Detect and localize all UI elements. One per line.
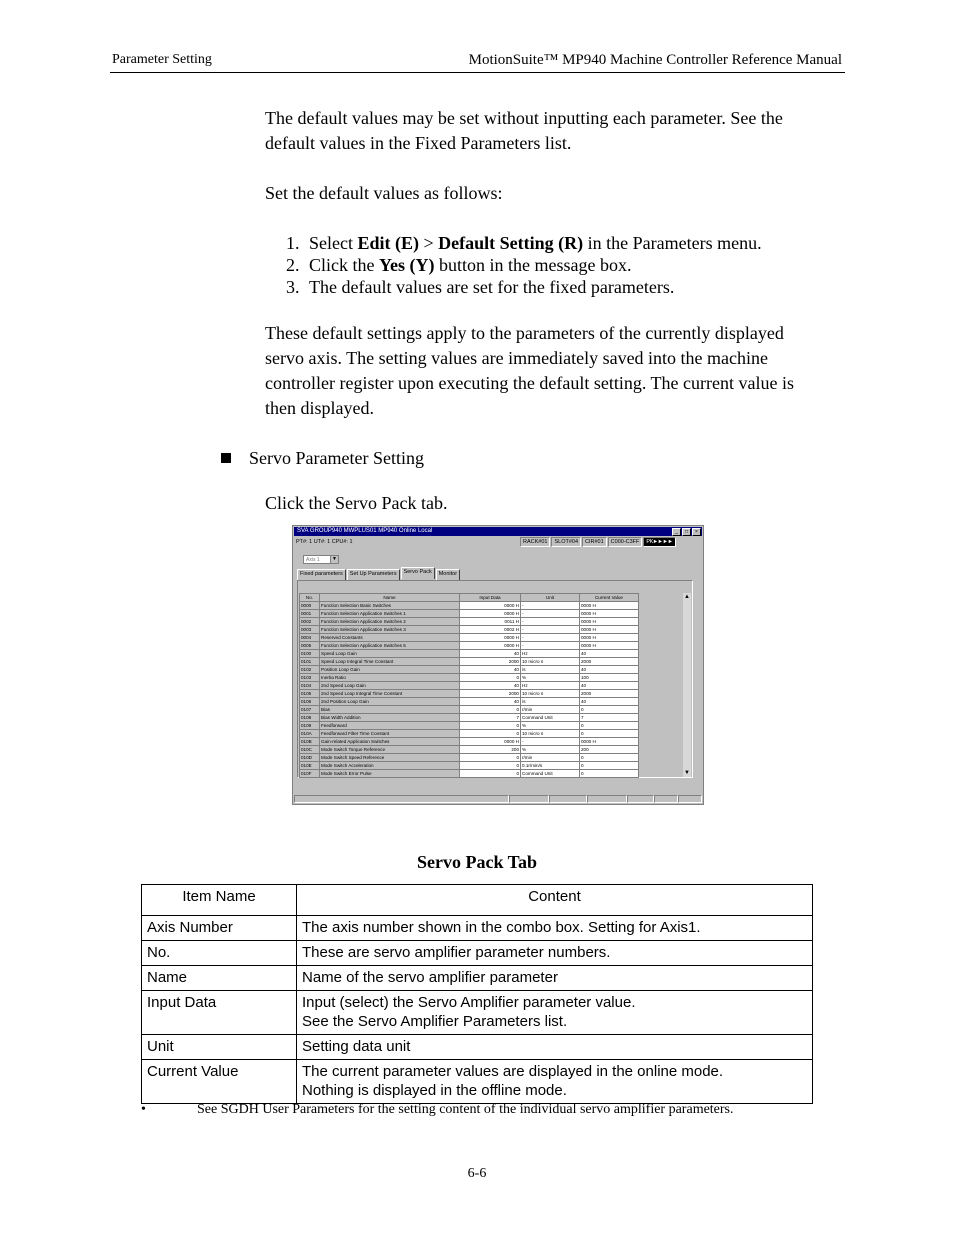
- table-row: [142, 991, 813, 1035]
- param-current-value: 0: [580, 754, 639, 762]
- square-bullet-icon: [221, 453, 231, 463]
- table-row: [142, 916, 813, 941]
- click-instruction: Click the Servo Pack tab.: [265, 493, 448, 513]
- status-pane: [678, 795, 702, 803]
- param-unit: Command Unit: [521, 770, 580, 778]
- table-row[interactable]: [300, 714, 639, 722]
- step-text: The default values are set for the fixed parameters.: [309, 277, 675, 297]
- param-unit: -: [521, 738, 580, 746]
- status-pane: [627, 795, 655, 803]
- param-number: 010A: [300, 730, 320, 738]
- param-current-value: 40: [580, 666, 639, 674]
- param-name: Function Selection Application Switches 3: [320, 626, 460, 634]
- param-number: 0002: [300, 618, 320, 626]
- vertical-scrollbar[interactable]: [683, 593, 691, 777]
- servo-pack-screenshot: [292, 525, 704, 805]
- param-name: Feedforward: [320, 722, 460, 730]
- status-pane: [294, 795, 509, 803]
- intro-paragraph: The default values may be set without inputting each parameter. See the default values in the Fixed Parameters list.: [265, 108, 783, 153]
- table-row: [142, 1035, 813, 1060]
- param-number: 0104: [300, 682, 320, 690]
- table-row[interactable]: [300, 650, 639, 658]
- param-number: 0105: [300, 690, 320, 698]
- param-current-value: 40: [580, 650, 639, 658]
- page-number: 6-6: [467, 1166, 487, 1181]
- param-input-data[interactable]: 0000 H: [460, 602, 521, 610]
- step-text: button in the message box.: [434, 255, 632, 275]
- item-name: Name: [142, 966, 297, 991]
- item-content-line: The current parameter values are displayed in the online mode.: [302, 1063, 724, 1080]
- param-current-value: 2000: [580, 658, 639, 666]
- param-input-data[interactable]: 0: [460, 674, 521, 682]
- param-unit: Command Unit: [521, 714, 580, 722]
- param-unit: 0.1r/min/s: [521, 762, 580, 770]
- status-slot: SLOT#04: [551, 537, 581, 547]
- param-current-value: 0000 H: [580, 602, 639, 610]
- figure-caption: Servo Pack Tab: [416, 852, 538, 872]
- param-current-value: 0: [580, 730, 639, 738]
- footnote-text: See SGDH User Parameters for the setting content of the individual servo amplifier parameters.: [197, 1102, 734, 1117]
- axis-combo-box[interactable]: [303, 555, 339, 564]
- tab-set-up-parameters[interactable]: Set Up Parameters: [347, 569, 400, 581]
- param-name: Speed Loop Integral Time Constant: [320, 658, 460, 666]
- param-number: 0106: [300, 698, 320, 706]
- param-current-value: 0: [580, 762, 639, 770]
- param-input-data[interactable]: 40: [460, 650, 521, 658]
- param-input-data[interactable]: 0000 H: [460, 610, 521, 618]
- param-input-data[interactable]: 0: [460, 706, 521, 714]
- param-input-data[interactable]: 40: [460, 698, 521, 706]
- col-no: No.: [300, 594, 320, 602]
- grid-header-row: [300, 594, 639, 602]
- maximize-icon[interactable]: □: [682, 528, 691, 536]
- window-title: SVA GROUP940 MWPLUS01 MP940 Online Local: [294, 527, 702, 536]
- scroll-down-icon[interactable]: ▼: [684, 770, 690, 776]
- scroll-up-icon[interactable]: ▲: [684, 594, 690, 600]
- step-item: [286, 276, 826, 298]
- bullet-heading: [221, 446, 424, 471]
- param-current-value: 0000 H: [580, 634, 639, 642]
- item-content: These are servo amplifier parameter numbers.: [297, 941, 813, 966]
- table-row[interactable]: [300, 674, 639, 682]
- table-row[interactable]: [300, 706, 639, 714]
- param-unit: r/min: [521, 706, 580, 714]
- item-name: Input Data: [142, 991, 297, 1035]
- param-number: 010E: [300, 762, 320, 770]
- table-row[interactable]: [300, 690, 639, 698]
- status-rack: RACK#01: [520, 537, 550, 547]
- param-input-data[interactable]: 2000: [460, 690, 521, 698]
- param-current-value: 0000 H: [580, 618, 639, 626]
- col-content: Content: [297, 885, 813, 916]
- param-input-data[interactable]: 0: [460, 722, 521, 730]
- param-unit: /s: [521, 666, 580, 674]
- param-name: 2nd Speed Loop Integral Time Constant: [320, 690, 460, 698]
- status-range: C000-C3FF: [608, 537, 643, 547]
- param-unit: -: [521, 634, 580, 642]
- param-name: Feedforward Filter Time Constant: [320, 730, 460, 738]
- param-unit: %: [521, 674, 580, 682]
- item-content-line: Input (select) the Servo Amplifier parameter value.: [302, 994, 636, 1011]
- param-name: Mode Switch Error Pulse: [320, 770, 460, 778]
- table-row[interactable]: [300, 658, 639, 666]
- step-number: 1.: [286, 233, 300, 253]
- apply-paragraph: These default settings apply to the parameters of the currently displayed servo axis. The setting values are immediately saved into the machine controller register upon executing the default setting. The current value is then displayed.: [265, 323, 794, 418]
- table-row[interactable]: [300, 642, 639, 650]
- param-input-data[interactable]: 0000 H: [460, 634, 521, 642]
- yes-button-label: Yes (Y): [379, 255, 435, 275]
- param-current-value: 100: [580, 674, 639, 682]
- set-defaults-lead: Set the default values as follows:: [265, 183, 503, 203]
- header-rule: [110, 72, 845, 73]
- param-unit: %: [521, 722, 580, 730]
- param-number: 010F: [300, 770, 320, 778]
- param-current-value: 0000 H: [580, 738, 639, 746]
- item-name: Axis Number: [142, 916, 297, 941]
- param-unit: 10 micro s: [521, 690, 580, 698]
- param-number: 0001: [300, 610, 320, 618]
- param-unit: r/min: [521, 754, 580, 762]
- status-pane: [549, 795, 587, 803]
- col-unit: Unit: [521, 594, 580, 602]
- param-name: Mode Switch Acceleration: [320, 762, 460, 770]
- table-row[interactable]: [300, 730, 639, 738]
- col-name: Name: [320, 594, 460, 602]
- param-unit: -: [521, 602, 580, 610]
- param-current-value: 40: [580, 698, 639, 706]
- param-current-value: 0000 H: [580, 642, 639, 650]
- param-input-data[interactable]: 40: [460, 682, 521, 690]
- parameter-grid: [299, 593, 639, 778]
- param-unit: 10 micro s: [521, 658, 580, 666]
- param-unit: -: [521, 626, 580, 634]
- table-row[interactable]: [300, 634, 639, 642]
- item-name: Current Value: [142, 1060, 297, 1104]
- param-number: 0005: [300, 642, 320, 650]
- param-number: 0109: [300, 722, 320, 730]
- tab-fixed-parameters[interactable]: Fixed parameters: [297, 569, 346, 581]
- table-header-row: [142, 885, 813, 916]
- window-controls: [672, 528, 701, 536]
- param-unit: -: [521, 618, 580, 626]
- col-input-data: Input Data: [460, 594, 521, 602]
- param-name: Speed Loop Gain: [320, 650, 460, 658]
- param-input-data[interactable]: 0002 H: [460, 626, 521, 634]
- status-bar: [294, 537, 702, 547]
- minimize-icon[interactable]: _: [672, 528, 681, 536]
- step-text: Select: [309, 233, 358, 253]
- param-input-data[interactable]: 2000: [460, 658, 521, 666]
- table-row[interactable]: [300, 602, 639, 610]
- param-unit: -: [521, 610, 580, 618]
- table-row[interactable]: [300, 722, 639, 730]
- item-name: Unit: [142, 1035, 297, 1060]
- param-current-value: 40: [580, 682, 639, 690]
- header-section: Parameter Setting: [112, 52, 212, 67]
- param-name: 2nd Speed Loop Gain: [320, 682, 460, 690]
- item-content: Setting data unit: [297, 1035, 813, 1060]
- param-name: Function Selection Application Switches 2: [320, 618, 460, 626]
- status-pane: [654, 795, 678, 803]
- item-content: [297, 991, 813, 1035]
- bottom-status-bar: [294, 795, 702, 803]
- col-current-value: Current Value: [580, 594, 639, 602]
- param-name: Function Selection Basic Switches: [320, 602, 460, 610]
- tab-servo-pack[interactable]: Servo Pack: [401, 567, 435, 579]
- status-cir: CIR#01: [582, 537, 607, 547]
- param-name: Bias Width Addition: [320, 714, 460, 722]
- steps-list: [286, 232, 826, 298]
- table-row[interactable]: [300, 682, 639, 690]
- status-pane: [509, 795, 549, 803]
- table-row[interactable]: [300, 770, 639, 778]
- param-input-data[interactable]: 0: [460, 730, 521, 738]
- parameter-grid-panel: [297, 580, 693, 778]
- table-row[interactable]: [300, 618, 639, 626]
- param-input-data[interactable]: 0000 H: [460, 642, 521, 650]
- table-row[interactable]: [300, 698, 639, 706]
- step-text: Click the: [309, 255, 379, 275]
- item-content: The axis number shown in the combo box. Setting for Axis1.: [297, 916, 813, 941]
- param-name: Inertia Ratio: [320, 674, 460, 682]
- param-number: 0103: [300, 674, 320, 682]
- tab-monitor[interactable]: Monitor: [436, 569, 460, 581]
- menu-edit-label: Edit (E): [357, 233, 419, 253]
- step-text: in the Parameters menu.: [583, 233, 762, 253]
- table-row[interactable]: [300, 626, 639, 634]
- step-text: >: [419, 233, 439, 253]
- table-row[interactable]: [300, 666, 639, 674]
- table-row[interactable]: [300, 738, 639, 746]
- header-manual-title: MotionSuite™ MP940 Machine Controller Reference Manual: [468, 52, 842, 68]
- status-pane: [587, 795, 627, 803]
- param-name: Gain-related Application Switches: [320, 738, 460, 746]
- param-unit: %: [521, 746, 580, 754]
- footnote-bullet: •: [141, 1102, 146, 1117]
- param-unit: 10 micro s: [521, 730, 580, 738]
- param-input-data[interactable]: 40: [460, 666, 521, 674]
- param-number: 0108: [300, 714, 320, 722]
- status-left: PT#: 1 UT#: 1 CPU#: 1: [296, 539, 353, 545]
- param-number: 010B: [300, 738, 320, 746]
- param-number: 0100: [300, 650, 320, 658]
- table-row[interactable]: [300, 754, 639, 762]
- chevron-down-icon[interactable]: ▼: [330, 556, 338, 563]
- step-number: 3.: [286, 277, 300, 297]
- servo-pack-tab-table: [141, 884, 813, 1104]
- status-pack: PK►►►►: [643, 537, 675, 547]
- step-item: [286, 232, 826, 254]
- item-content: Name of the servo amplifier parameter: [297, 966, 813, 991]
- param-name: 2nd Position Loop Gain: [320, 698, 460, 706]
- item-content: [297, 1060, 813, 1104]
- axis-combo-value: Axis 1: [306, 557, 320, 563]
- param-current-value: 0: [580, 770, 639, 778]
- item-name: No.: [142, 941, 297, 966]
- table-row: [142, 941, 813, 966]
- menu-default-setting-label: Default Setting (R): [438, 233, 584, 253]
- param-name: Function Selection Application Switches 1: [320, 610, 460, 618]
- param-input-data[interactable]: 0: [460, 770, 521, 778]
- table-row[interactable]: [300, 610, 639, 618]
- table-row: [142, 966, 813, 991]
- param-number: 010D: [300, 754, 320, 762]
- param-number: 0101: [300, 658, 320, 666]
- table-row[interactable]: [300, 746, 639, 754]
- param-name: Mode Switch Torque Reference: [320, 746, 460, 754]
- param-input-data[interactable]: 0: [460, 754, 521, 762]
- param-number: 0102: [300, 666, 320, 674]
- param-input-data[interactable]: 0: [460, 762, 521, 770]
- param-name: Position Loop Gain: [320, 666, 460, 674]
- item-content-line: See the Servo Amplifier Parameters list.: [302, 1013, 568, 1030]
- param-name: Mode Switch Speed Reference: [320, 754, 460, 762]
- table-row[interactable]: [300, 762, 639, 770]
- param-number: 0107: [300, 706, 320, 714]
- param-current-value: 0: [580, 706, 639, 714]
- param-unit: Hz: [521, 650, 580, 658]
- close-icon[interactable]: ×: [692, 528, 701, 536]
- bullet-heading-text: Servo Parameter Setting: [249, 448, 424, 468]
- param-number: 0000: [300, 602, 320, 610]
- param-name: Function Selection Application Switches 5: [320, 642, 460, 650]
- param-current-value: 7: [580, 714, 639, 722]
- param-current-value: 200: [580, 746, 639, 754]
- param-current-value: 0: [580, 722, 639, 730]
- param-unit: /s: [521, 698, 580, 706]
- table-row: [142, 1060, 813, 1104]
- status-right: [520, 537, 676, 547]
- step-number: 2.: [286, 255, 300, 275]
- param-number: 0003: [300, 626, 320, 634]
- param-input-data[interactable]: 0011 H: [460, 618, 521, 626]
- step-item: [286, 254, 826, 276]
- col-item-name: Item Name: [142, 885, 297, 916]
- param-current-value: 0000 H: [580, 610, 639, 618]
- param-unit: -: [521, 642, 580, 650]
- param-current-value: 0000 H: [580, 626, 639, 634]
- param-input-data[interactable]: 7: [460, 714, 521, 722]
- param-input-data[interactable]: 0000 H: [460, 738, 521, 746]
- param-name: Bias: [320, 706, 460, 714]
- param-number: 010C: [300, 746, 320, 754]
- param-input-data[interactable]: 200: [460, 746, 521, 754]
- param-current-value: 2000: [580, 690, 639, 698]
- param-name: Reserved Constants: [320, 634, 460, 642]
- param-unit: Hz: [521, 682, 580, 690]
- item-content-line: Nothing is displayed in the offline mode.: [302, 1082, 567, 1099]
- param-number: 0004: [300, 634, 320, 642]
